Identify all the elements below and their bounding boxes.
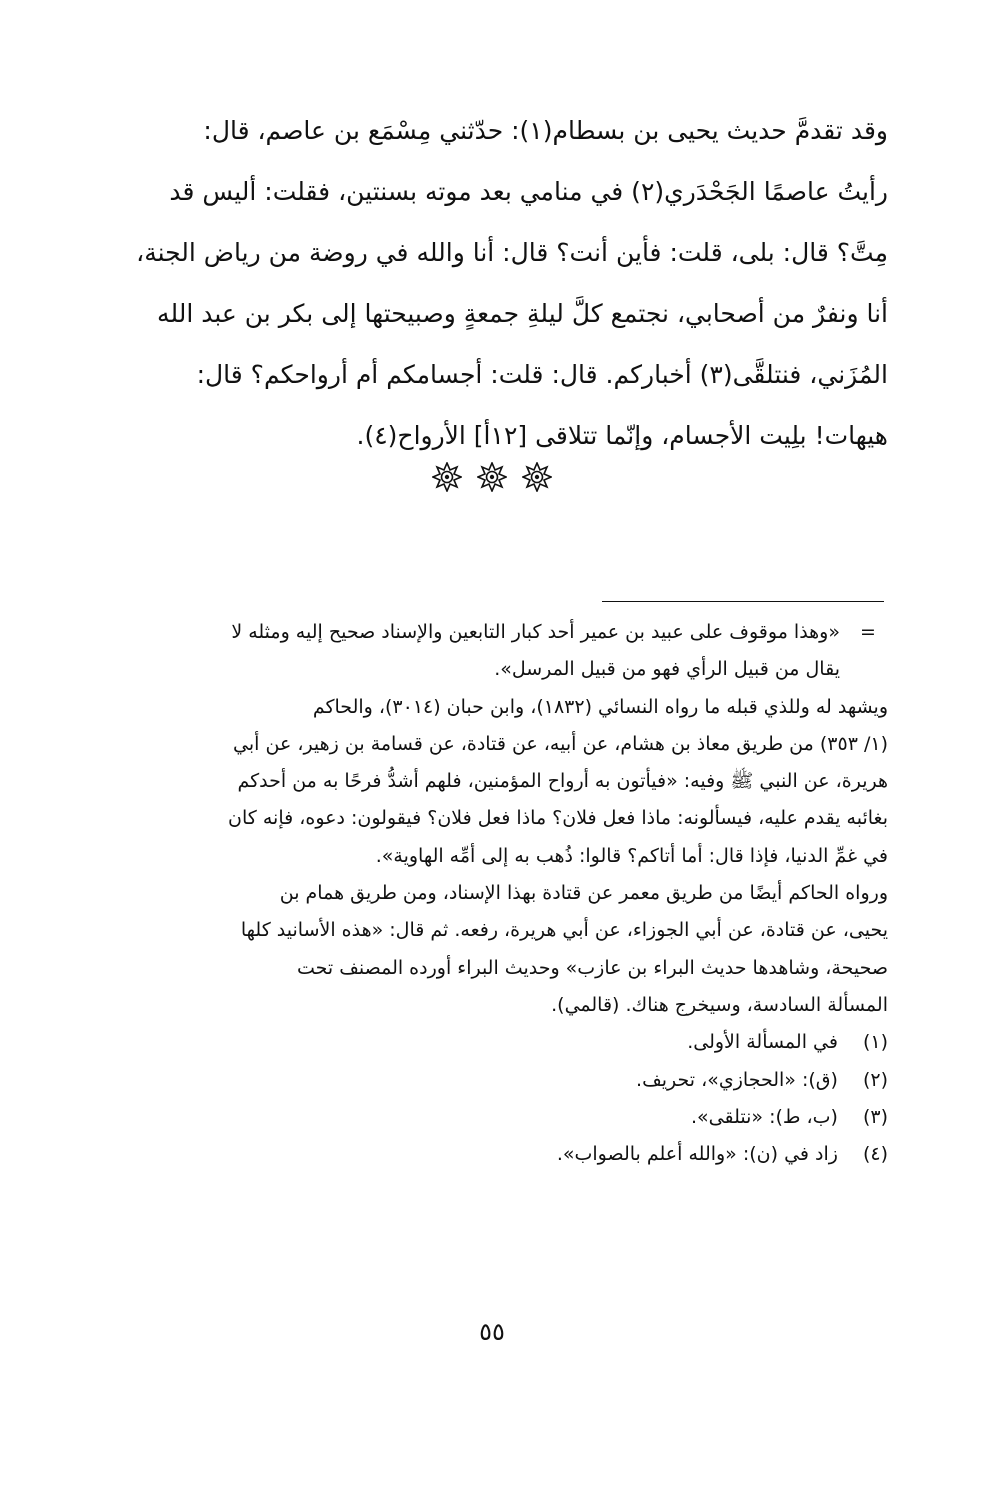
footnote-text: زاد في (ن): «والله أعلم بالصواب». — [556, 1143, 838, 1166]
main-text-line: أنا ونفرٌ من أصحابي، نجتمع كلَّ ليلةِ جمعةٍ وصبيحتها إلى بكر بن عبد الله — [157, 299, 888, 328]
footnote-continuation-line: ويشهد له وللذي قبله ما رواه النسائي (١٨٣٢)، وابن حبان (٣٠١٤)، والحاكم — [312, 695, 888, 718]
footnote-continuation-line: ورواه الحاكم أيضًا من طريق معمر عن قتادة بهذا الإسناد، ومن طريق همام بن — [279, 882, 888, 905]
footnote-continuation-line: «وهذا موقوف على عبيد بن عمير أحد كبار التابعين والإسناد صحيح إليه ومثله لا — [231, 621, 840, 643]
footnote-item — [94, 1024, 888, 1061]
main-text-line: هيهات! بلِيت الأجسام، وإنّما تتلاقى [١٢أ] الأرواح(٤). — [356, 421, 888, 450]
footnote-text: (ق): «الحجازي»، تحريف. — [636, 1068, 838, 1091]
footnote-continuation-line: يقال من قبيل الرأي فهو من قبيل المرسل». — [494, 658, 840, 681]
footnote-item — [94, 1062, 888, 1099]
footnote-number: (٣) — [862, 1105, 888, 1128]
footnote-divider — [602, 601, 884, 602]
main-text-line: مِتَّ؟ قال: بلى، قلت: فأين أنت؟ قال: أنا والله في روضة من رياض الجنة، — [136, 238, 888, 267]
floral-ornament-icon — [477, 462, 507, 492]
continuation-mark: = — [860, 621, 876, 643]
main-text-block — [96, 100, 888, 466]
footnote-item — [94, 1136, 888, 1173]
footnote-number: (١) — [862, 1031, 888, 1054]
footnote-text: في المسألة الأولى. — [687, 1031, 838, 1054]
footnotes-block — [94, 614, 888, 1173]
floral-ornament-icon — [522, 462, 552, 492]
main-text-line: رأيتُ عاصمًا الجَحْدَري(٢) في منامي بعد موته بسنتين، فقلت: أليس قد — [169, 177, 888, 206]
footnote-number: (٢) — [862, 1068, 888, 1091]
page-number: ٥٥ — [479, 1318, 505, 1346]
section-separator — [0, 462, 984, 492]
footnote-item — [94, 1099, 888, 1136]
footnote-text: (ب، ط): «نتلقى». — [691, 1105, 838, 1128]
footnote-continuation-line: المسألة السادسة، وسيخرج هناك. (قالمي). — [551, 993, 888, 1016]
footnote-continuation-line: هريرة، عن النبي ﷺ وفيه: «فيأتون به أرواح المؤمنين، فلهم أشدُّ فرحًا به من أحدكم — [237, 770, 888, 793]
footnote-continuation-line: يحيى، عن قتادة، عن أبي الجوزاء، عن أبي هريرة، رفعه. ثم قال: «هذه الأسانيد كلها — [240, 919, 888, 942]
main-text-line: المُزَني، فنتلقَّى(٣) أخباركم. قال: قلت: أجسامكم أم أرواحكم؟ قال: — [196, 360, 888, 389]
footnote-continuation-line: (١/ ٣٥٣) من طريق معاذ بن هشام، عن أبيه، عن قتادة، عن قسامة بن زهير، عن أبي — [233, 732, 888, 755]
footnote-continuation-line: في غمِّ الدنيا، فإذا قال: أما أتاكم؟ قالوا: ذُهب به إلى أمِّه الهاوية». — [375, 844, 888, 867]
footnote-continuation-line: صحيحة، وشاهدها حديث البراء بن عازب» وحديث البراء أورده المصنف تحت — [296, 956, 888, 979]
floral-ornament-icon — [432, 462, 462, 492]
footnote-number: (٤) — [862, 1143, 888, 1166]
main-text-line: وقد تقدمَّ حديث يحيى بن بسطام(١): حدّثني مِسْمَع بن عاصم، قال: — [203, 116, 888, 145]
footnote-continuation-line: بغائبه يقدم عليه، فيسألونه: ماذا فعل فلان؟ ماذا فعل فلان؟ فيقولون: دعوه، فإنه كان — [228, 807, 888, 830]
